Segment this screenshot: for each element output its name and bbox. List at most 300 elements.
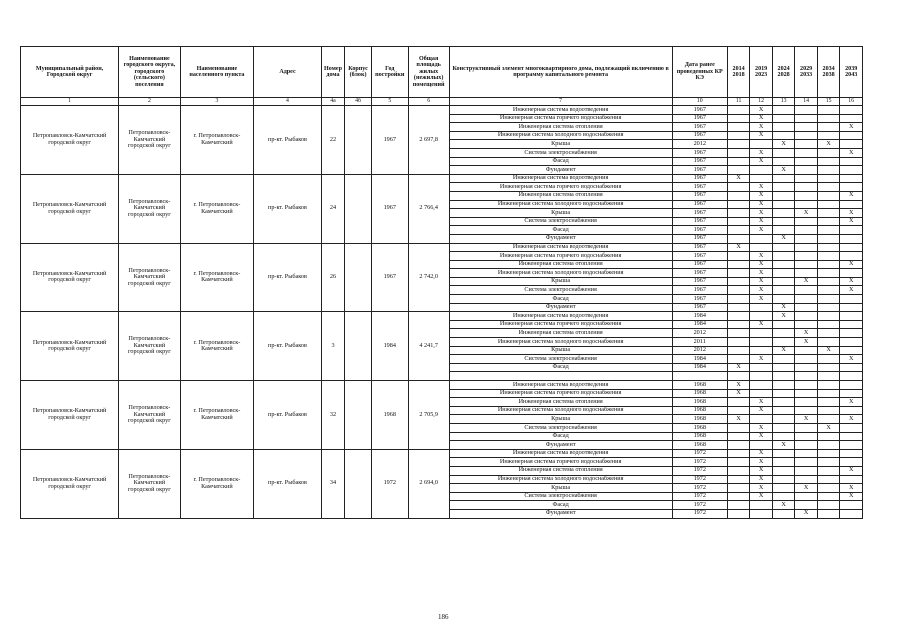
last-repair-cell: 1967 <box>672 114 727 123</box>
period-mark-cell <box>772 295 795 304</box>
last-repair-cell: 1967 <box>672 183 727 192</box>
col-num: 14 <box>795 98 818 106</box>
period-mark-cell <box>772 260 795 269</box>
period-mark-cell <box>795 475 818 484</box>
period-mark-cell: X <box>750 260 773 269</box>
address-cell: пр-кт. Рыбаков <box>254 243 322 312</box>
period-mark-cell: X <box>795 329 818 338</box>
period-mark-cell <box>772 320 795 329</box>
element-cell: Система электроснабжения <box>449 492 672 501</box>
last-repair-cell: 2012 <box>672 346 727 355</box>
column-number-row <box>21 98 863 106</box>
repair-program-table <box>20 46 863 519</box>
period-mark-cell <box>840 338 863 347</box>
period-mark-cell <box>795 260 818 269</box>
period-mark-cell <box>817 157 840 166</box>
period-mark-cell <box>840 269 863 278</box>
period-mark-cell <box>840 449 863 458</box>
municipality-cell: Петропавловск-Камчатский городской округ <box>21 243 119 312</box>
period-mark-cell: X <box>795 277 818 286</box>
period-mark-cell <box>772 191 795 200</box>
period-mark-cell <box>840 106 863 115</box>
last-repair-cell: 1972 <box>672 484 727 493</box>
period-mark-cell <box>750 363 773 372</box>
period-mark-cell: X <box>750 200 773 209</box>
period-mark-cell <box>727 312 750 321</box>
period-mark-cell <box>840 346 863 355</box>
municipality-cell: Петропавловск-Камчатский городской округ <box>21 106 119 175</box>
period-mark-cell <box>727 295 750 304</box>
period-mark-cell <box>772 363 795 372</box>
period-mark-cell: X <box>817 346 840 355</box>
period-mark-cell: X <box>750 295 773 304</box>
period-mark-cell <box>817 277 840 286</box>
header-row <box>21 47 863 98</box>
period-mark-cell <box>795 355 818 364</box>
period-mark-cell <box>795 269 818 278</box>
element-cell: Инженерная система холодного водоснабжения <box>449 406 672 415</box>
period-mark-cell <box>772 338 795 347</box>
period-mark-cell: X <box>840 277 863 286</box>
element-cell: Система электроснабжения <box>449 423 672 432</box>
period-mark-cell <box>772 123 795 132</box>
period-mark-cell: X <box>772 501 795 510</box>
period-mark-cell: X <box>750 183 773 192</box>
period-mark-cell: X <box>772 140 795 149</box>
last-repair-cell: 1967 <box>672 295 727 304</box>
period-mark-cell <box>772 509 795 518</box>
period-mark-cell <box>795 234 818 243</box>
element-cell: Инженерная система отопления <box>449 466 672 475</box>
element-cell: Система электроснабжения <box>449 286 672 295</box>
municipality-cell: Петропавловск-Камчатский городской округ <box>21 312 119 381</box>
last-repair-cell: 1967 <box>672 260 727 269</box>
period-mark-cell <box>840 432 863 441</box>
element-cell: Инженерная система горячего водоснабжения <box>449 389 672 398</box>
period-mark-cell: X <box>727 363 750 372</box>
period-mark-cell <box>772 449 795 458</box>
period-mark-cell <box>750 381 773 390</box>
col-period-2: 2019 2023 <box>750 47 773 98</box>
period-mark-cell <box>727 441 750 450</box>
period-mark-cell <box>772 466 795 475</box>
period-mark-cell: X <box>840 492 863 501</box>
period-mark-cell: X <box>772 303 795 312</box>
period-mark-cell <box>750 509 773 518</box>
period-mark-cell: X <box>750 123 773 132</box>
element-cell: Инженерная система холодного водоснабжения <box>449 200 672 209</box>
period-mark-cell: X <box>750 226 773 235</box>
period-mark-cell <box>817 174 840 183</box>
period-mark-cell <box>772 148 795 157</box>
period-mark-cell: X <box>750 277 773 286</box>
element-cell: Фасад <box>449 157 672 166</box>
last-repair-cell: 1967 <box>672 106 727 115</box>
col-period-3: 2024 2028 <box>772 47 795 98</box>
block-cell <box>345 449 372 518</box>
element-cell: Инженерная система отопления <box>449 191 672 200</box>
block-cell <box>345 312 372 381</box>
period-mark-cell <box>772 484 795 493</box>
period-mark-cell <box>795 441 818 450</box>
last-repair-cell: 1967 <box>672 277 727 286</box>
period-mark-cell <box>772 398 795 407</box>
period-mark-cell <box>817 329 840 338</box>
period-mark-cell <box>795 174 818 183</box>
municipality-cell: Петропавловск-Камчатский городской округ <box>21 381 119 450</box>
period-mark-cell <box>750 140 773 149</box>
element-cell: Система электроснабжения <box>449 148 672 157</box>
period-mark-cell <box>795 200 818 209</box>
period-mark-cell <box>840 441 863 450</box>
period-mark-cell: X <box>795 484 818 493</box>
period-mark-cell: X <box>840 260 863 269</box>
last-repair-cell: 1972 <box>672 509 727 518</box>
year-cell: 1968 <box>371 381 408 450</box>
period-mark-cell <box>817 226 840 235</box>
last-repair-cell: 1968 <box>672 381 727 390</box>
period-mark-cell <box>840 509 863 518</box>
period-mark-cell <box>772 492 795 501</box>
page-number: 186 <box>438 613 449 621</box>
period-mark-cell <box>795 346 818 355</box>
period-mark-cell <box>817 191 840 200</box>
period-mark-cell <box>727 157 750 166</box>
year-cell: 1967 <box>371 106 408 175</box>
period-mark-cell <box>795 398 818 407</box>
period-mark-cell <box>772 269 795 278</box>
period-mark-cell <box>840 372 863 381</box>
col-address: Адрес <box>254 47 322 98</box>
period-mark-cell <box>840 475 863 484</box>
period-mark-cell: X <box>840 286 863 295</box>
house-cell: 32 <box>321 381 345 450</box>
period-mark-cell <box>817 355 840 364</box>
last-repair-cell <box>672 372 727 381</box>
col-element: Конструктивный элемент многоквартирного дома, подлежащий включению в программу капитального ремонта <box>449 47 672 98</box>
period-mark-cell: X <box>840 466 863 475</box>
period-mark-cell <box>727 114 750 123</box>
element-cell: Инженерная система водоотведения <box>449 243 672 252</box>
period-mark-cell <box>840 157 863 166</box>
period-mark-cell: X <box>817 423 840 432</box>
element-cell: Фасад <box>449 363 672 372</box>
col-num: 11 <box>727 98 750 106</box>
element-cell: Инженерная система водоотведения <box>449 106 672 115</box>
period-mark-cell <box>727 492 750 501</box>
period-mark-cell: X <box>750 157 773 166</box>
period-mark-cell: X <box>750 475 773 484</box>
period-mark-cell <box>817 484 840 493</box>
element-cell: Крыша <box>449 277 672 286</box>
period-mark-cell <box>727 286 750 295</box>
period-mark-cell: X <box>727 389 750 398</box>
period-mark-cell <box>817 286 840 295</box>
period-mark-cell <box>795 131 818 140</box>
element-cell: Инженерная система отопления <box>449 329 672 338</box>
period-mark-cell <box>772 226 795 235</box>
col-period-5: 2034 2038 <box>817 47 840 98</box>
period-mark-cell <box>795 432 818 441</box>
element-cell: Инженерная система холодного водоснабжения <box>449 475 672 484</box>
period-mark-cell <box>795 312 818 321</box>
period-mark-cell <box>840 458 863 467</box>
period-mark-cell <box>817 114 840 123</box>
period-mark-cell <box>750 243 773 252</box>
period-mark-cell <box>772 286 795 295</box>
col-year: Год постройки <box>371 47 408 98</box>
period-mark-cell <box>727 148 750 157</box>
period-mark-cell <box>840 114 863 123</box>
element-cell: Инженерная система водоотведения <box>449 174 672 183</box>
period-mark-cell <box>840 166 863 175</box>
period-mark-cell: X <box>727 415 750 424</box>
period-mark-cell: X <box>727 381 750 390</box>
last-repair-cell: 1967 <box>672 226 727 235</box>
period-mark-cell: X <box>840 217 863 226</box>
period-mark-cell <box>727 269 750 278</box>
period-mark-cell <box>727 200 750 209</box>
address-cell: пр-кт. Рыбаков <box>254 106 322 175</box>
settlement-cell: Петропавловск-Камчатский городской округ <box>119 243 180 312</box>
element-cell: Инженерная система горячего водоснабжения <box>449 183 672 192</box>
last-repair-cell: 1968 <box>672 423 727 432</box>
period-mark-cell <box>840 140 863 149</box>
period-mark-cell <box>817 123 840 132</box>
period-mark-cell <box>727 509 750 518</box>
last-repair-cell: 1968 <box>672 441 727 450</box>
period-mark-cell <box>840 406 863 415</box>
period-mark-cell <box>772 183 795 192</box>
period-mark-cell <box>817 449 840 458</box>
element-cell: Инженерная система водоотведения <box>449 449 672 458</box>
period-mark-cell: X <box>840 355 863 364</box>
col-num: 1 <box>21 98 119 106</box>
period-mark-cell <box>727 320 750 329</box>
element-cell: Инженерная система горячего водоснабжения <box>449 458 672 467</box>
period-mark-cell <box>795 114 818 123</box>
period-mark-cell <box>840 501 863 510</box>
period-mark-cell: X <box>750 449 773 458</box>
period-mark-cell: X <box>750 286 773 295</box>
period-mark-cell: X <box>750 106 773 115</box>
year-cell: 1967 <box>371 174 408 243</box>
block-cell <box>345 381 372 450</box>
col-period-4: 2029 2033 <box>795 47 818 98</box>
period-mark-cell <box>840 243 863 252</box>
element-cell: Фундамент <box>449 166 672 175</box>
period-mark-cell: X <box>840 123 863 132</box>
element-cell: Фундамент <box>449 234 672 243</box>
table-row <box>21 381 863 390</box>
period-mark-cell: X <box>750 355 773 364</box>
table-row <box>21 106 863 115</box>
period-mark-cell: X <box>795 509 818 518</box>
last-repair-cell: 1967 <box>672 200 727 209</box>
element-cell: Фундамент <box>449 441 672 450</box>
period-mark-cell <box>840 174 863 183</box>
period-mark-cell: X <box>750 492 773 501</box>
period-mark-cell <box>750 303 773 312</box>
area-cell: 2 742,0 <box>408 243 449 312</box>
period-mark-cell <box>795 423 818 432</box>
period-mark-cell <box>817 166 840 175</box>
element-cell <box>449 372 672 381</box>
period-mark-cell <box>840 252 863 261</box>
period-mark-cell <box>772 277 795 286</box>
municipality-cell: Петропавловск-Камчатский городской округ <box>21 449 119 518</box>
period-mark-cell <box>772 372 795 381</box>
element-cell: Инженерная система горячего водоснабжения <box>449 320 672 329</box>
col-num: 2 <box>119 98 180 106</box>
period-mark-cell <box>772 209 795 218</box>
period-mark-cell: X <box>750 217 773 226</box>
period-mark-cell <box>795 492 818 501</box>
area-cell: 2 766,4 <box>408 174 449 243</box>
period-mark-cell <box>817 509 840 518</box>
col-num: 10 <box>672 98 727 106</box>
col-municipality: Муниципальный район, Городской округ <box>21 47 119 98</box>
address-cell: пр-кт. Рыбаков <box>254 312 322 381</box>
period-mark-cell <box>817 260 840 269</box>
period-mark-cell: X <box>750 114 773 123</box>
period-mark-cell <box>795 140 818 149</box>
locality-cell: г. Петропавловск-Камчатский <box>180 174 254 243</box>
element-cell: Инженерная система холодного водоснабжения <box>449 338 672 347</box>
period-mark-cell <box>727 458 750 467</box>
last-repair-cell: 1967 <box>672 131 727 140</box>
period-mark-cell <box>727 372 750 381</box>
period-mark-cell <box>840 295 863 304</box>
element-cell: Инженерная система отопления <box>449 398 672 407</box>
col-last-repair: Дата ранее проведенных КР КЭ <box>672 47 727 98</box>
period-mark-cell: X <box>772 441 795 450</box>
address-cell: пр-кт. Рыбаков <box>254 449 322 518</box>
period-mark-cell <box>795 295 818 304</box>
table-row <box>21 174 863 183</box>
last-repair-cell: 1967 <box>672 209 727 218</box>
period-mark-cell: X <box>750 269 773 278</box>
period-mark-cell: X <box>840 148 863 157</box>
period-mark-cell <box>727 191 750 200</box>
period-mark-cell <box>727 260 750 269</box>
period-mark-cell <box>772 406 795 415</box>
period-mark-cell <box>840 131 863 140</box>
period-mark-cell: X <box>727 243 750 252</box>
period-mark-cell <box>817 312 840 321</box>
block-cell <box>345 243 372 312</box>
period-mark-cell: X <box>795 209 818 218</box>
col-locality: Наименование населенного пункта <box>180 47 254 98</box>
last-repair-cell: 1967 <box>672 217 727 226</box>
period-mark-cell <box>772 217 795 226</box>
period-mark-cell: X <box>750 131 773 140</box>
element-cell: Инженерная система холодного водоснабжения <box>449 131 672 140</box>
last-repair-cell: 1972 <box>672 466 727 475</box>
last-repair-cell: 1972 <box>672 475 727 484</box>
table-row <box>21 243 863 252</box>
period-mark-cell <box>817 131 840 140</box>
period-mark-cell <box>772 174 795 183</box>
period-mark-cell <box>817 466 840 475</box>
period-mark-cell <box>817 217 840 226</box>
period-mark-cell <box>817 398 840 407</box>
period-mark-cell <box>772 157 795 166</box>
period-mark-cell <box>817 106 840 115</box>
period-mark-cell: X <box>750 398 773 407</box>
year-cell: 1972 <box>371 449 408 518</box>
last-repair-cell: 1968 <box>672 389 727 398</box>
period-mark-cell <box>817 295 840 304</box>
table-row <box>21 449 863 458</box>
period-mark-cell <box>817 432 840 441</box>
last-repair-cell: 1984 <box>672 312 727 321</box>
period-mark-cell <box>817 234 840 243</box>
period-mark-cell <box>795 303 818 312</box>
period-mark-cell <box>772 243 795 252</box>
period-mark-cell <box>750 389 773 398</box>
period-mark-cell: X <box>772 166 795 175</box>
period-mark-cell <box>727 484 750 493</box>
period-mark-cell <box>772 423 795 432</box>
period-mark-cell <box>817 441 840 450</box>
period-mark-cell <box>795 363 818 372</box>
last-repair-cell: 1967 <box>672 303 727 312</box>
element-cell: Система электроснабжения <box>449 217 672 226</box>
period-mark-cell <box>795 252 818 261</box>
period-mark-cell <box>795 466 818 475</box>
last-repair-cell: 1984 <box>672 320 727 329</box>
period-mark-cell <box>772 114 795 123</box>
period-mark-cell <box>727 277 750 286</box>
block-cell <box>345 174 372 243</box>
element-cell: Инженерная система отопления <box>449 260 672 269</box>
period-mark-cell <box>795 389 818 398</box>
period-mark-cell <box>772 200 795 209</box>
period-mark-cell <box>750 312 773 321</box>
locality-cell: г. Петропавловск-Камчатский <box>180 243 254 312</box>
period-mark-cell <box>727 355 750 364</box>
period-mark-cell <box>795 286 818 295</box>
period-mark-cell <box>727 166 750 175</box>
element-cell: Система электроснабжения <box>449 355 672 364</box>
period-mark-cell <box>817 243 840 252</box>
last-repair-cell: 1972 <box>672 458 727 467</box>
period-mark-cell: X <box>772 346 795 355</box>
period-mark-cell <box>817 269 840 278</box>
period-mark-cell <box>817 389 840 398</box>
col-num: 3 <box>180 98 254 106</box>
locality-cell: г. Петропавловск-Камчатский <box>180 312 254 381</box>
period-mark-cell <box>750 346 773 355</box>
col-num: 7 <box>449 98 672 106</box>
col-num: 6 <box>408 98 449 106</box>
element-cell: Инженерная система горячего водоснабжения <box>449 252 672 261</box>
last-repair-cell: 1967 <box>672 243 727 252</box>
period-mark-cell: X <box>817 140 840 149</box>
settlement-cell: Петропавловск-Камчатский городской округ <box>119 449 180 518</box>
element-cell: Фундамент <box>449 509 672 518</box>
period-mark-cell <box>750 441 773 450</box>
period-mark-cell <box>750 372 773 381</box>
period-mark-cell: X <box>750 484 773 493</box>
period-mark-cell <box>795 320 818 329</box>
table-row <box>21 312 863 321</box>
block-cell <box>345 106 372 175</box>
period-mark-cell <box>840 234 863 243</box>
period-mark-cell <box>795 458 818 467</box>
period-mark-cell: X <box>750 406 773 415</box>
